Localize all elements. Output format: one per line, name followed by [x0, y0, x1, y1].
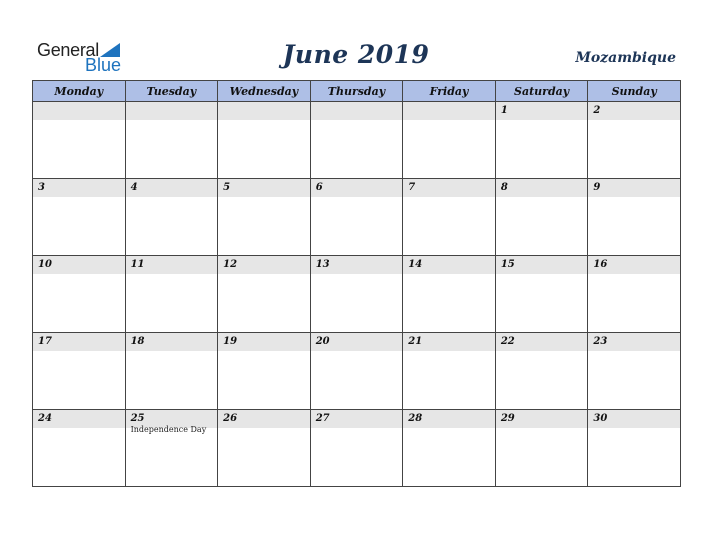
day-number: 11: [126, 256, 218, 274]
day-cell[interactable]: [588, 256, 681, 333]
day-cell[interactable]: [33, 179, 126, 256]
day-cell[interactable]: [403, 333, 496, 410]
weekday-header: Monday: [33, 81, 126, 102]
day-cell[interactable]: [495, 410, 588, 487]
day-number: [311, 102, 403, 120]
day-number: 18: [126, 333, 218, 351]
day-number: 25: [126, 410, 218, 428]
day-cell[interactable]: [495, 179, 588, 256]
day-cell[interactable]: [403, 179, 496, 256]
day-cell[interactable]: [588, 102, 681, 179]
day-number: 15: [496, 256, 588, 274]
week-row: [33, 102, 681, 179]
country-name: Mozambique: [575, 50, 676, 66]
day-cell[interactable]: [218, 410, 311, 487]
day-number: 17: [33, 333, 125, 351]
day-number: 19: [218, 333, 310, 351]
day-number: 29: [496, 410, 588, 428]
day-number: [126, 102, 218, 120]
week-row: [33, 410, 681, 487]
day-number: 8: [496, 179, 588, 197]
day-number: 9: [588, 179, 680, 197]
weekday-header-row: [33, 81, 681, 102]
day-cell[interactable]: [310, 179, 403, 256]
day-number: 28: [403, 410, 495, 428]
day-number: 3: [33, 179, 125, 197]
day-cell[interactable]: [403, 102, 496, 179]
day-cell[interactable]: [310, 333, 403, 410]
day-number: 7: [403, 179, 495, 197]
day-number: [403, 102, 495, 120]
day-number: 1: [496, 102, 588, 120]
week-row: [33, 179, 681, 256]
day-number: 21: [403, 333, 495, 351]
day-number: 10: [33, 256, 125, 274]
weekday-header: Tuesday: [125, 81, 218, 102]
day-cell[interactable]: [403, 410, 496, 487]
weekday-header: Sunday: [588, 81, 681, 102]
day-cell[interactable]: [125, 410, 218, 487]
day-number: 26: [218, 410, 310, 428]
day-cell[interactable]: [588, 410, 681, 487]
day-number: 27: [311, 410, 403, 428]
day-cell[interactable]: [125, 256, 218, 333]
day-number: 4: [126, 179, 218, 197]
calendar-title: June 2019: [282, 40, 430, 69]
day-cell[interactable]: [33, 102, 126, 179]
day-cell[interactable]: [310, 256, 403, 333]
day-cell[interactable]: [218, 333, 311, 410]
day-number: 14: [403, 256, 495, 274]
day-number: 30: [588, 410, 680, 428]
day-cell[interactable]: [125, 102, 218, 179]
day-cell[interactable]: [495, 333, 588, 410]
day-cell[interactable]: [310, 410, 403, 487]
day-number: 5: [218, 179, 310, 197]
day-number: 22: [496, 333, 588, 351]
day-cell[interactable]: [218, 256, 311, 333]
day-number: 23: [588, 333, 680, 351]
weekday-header: Wednesday: [218, 81, 311, 102]
calendar-grid: [32, 80, 681, 487]
day-cell[interactable]: [495, 256, 588, 333]
weekday-header: Thursday: [310, 81, 403, 102]
day-cell[interactable]: [310, 102, 403, 179]
day-number: [33, 102, 125, 120]
week-row: [33, 333, 681, 410]
logo-word-blue: Blue: [85, 55, 122, 75]
day-cell[interactable]: [218, 102, 311, 179]
day-number: [218, 102, 310, 120]
weekday-header: Saturday: [495, 81, 588, 102]
day-cell[interactable]: [588, 179, 681, 256]
day-number: 6: [311, 179, 403, 197]
week-row: [33, 256, 681, 333]
logo-word-general: General: [37, 40, 99, 60]
day-cell[interactable]: [33, 410, 126, 487]
day-cell[interactable]: [495, 102, 588, 179]
day-number: 12: [218, 256, 310, 274]
day-number: 13: [311, 256, 403, 274]
day-cell[interactable]: [403, 256, 496, 333]
day-number: 24: [33, 410, 125, 428]
day-cell[interactable]: [33, 256, 126, 333]
day-cell[interactable]: [218, 179, 311, 256]
day-number: 2: [588, 102, 680, 120]
day-number: 20: [311, 333, 403, 351]
day-cell[interactable]: [33, 333, 126, 410]
day-number: 16: [588, 256, 680, 274]
day-cell[interactable]: [125, 333, 218, 410]
day-cell[interactable]: [125, 179, 218, 256]
weekday-header: Friday: [403, 81, 496, 102]
holiday-label: Independence Day: [130, 425, 207, 434]
day-cell[interactable]: [588, 333, 681, 410]
